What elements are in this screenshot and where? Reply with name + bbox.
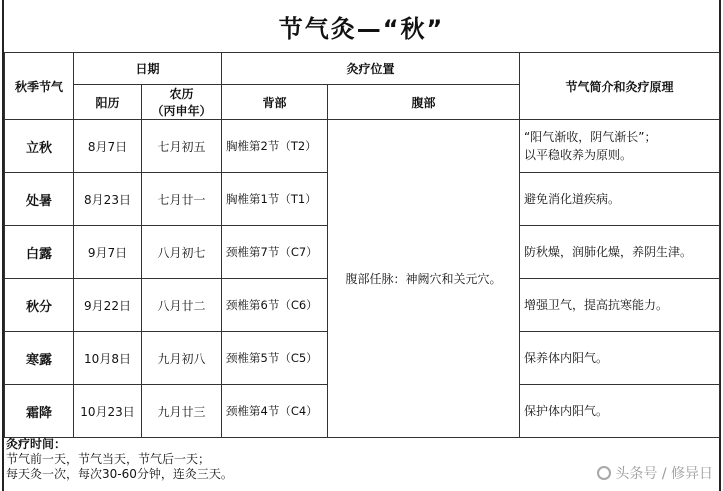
header-abdomen: 腹部 [328,85,520,120]
header-intro: 节气简介和灸疗原理 [520,53,720,120]
lunar-cell: 八月廿二 [142,279,222,332]
term-cell: 白露 [5,226,74,279]
lunar-cell: 八月初七 [142,226,222,279]
header-season-term: 秋季节气 [5,53,74,120]
intro-line2: 以平稳收养为原则。 [524,148,633,162]
header-lunar-line1: 农历 [169,87,194,101]
lunar-cell: 九月廿三 [142,385,222,438]
lunar-cell: 七月廿一 [142,173,222,226]
solar-cell: 9月22日 [74,279,142,332]
intro-line1: “阳气渐收，阴气渐长”； [524,130,657,144]
intro-cell: 保养体内阳气。 [520,332,720,385]
header-row-1 [5,53,720,85]
back-cell: 颈椎第6节（C6） [222,279,328,332]
term-cell: 处暑 [5,173,74,226]
footer-title: 灸疗时间： [6,437,67,451]
solar-cell: 10月8日 [74,332,142,385]
footer-line1: 节气前一天，节气当天，节气后一天； [6,452,211,466]
page-title: 节气灸—“秋” [4,0,719,53]
back-cell: 颈椎第4节（C4） [222,385,328,438]
watermark [597,463,713,483]
term-cell: 寒露 [5,332,74,385]
solar-term-table [4,52,720,438]
intro-cell [520,120,720,173]
solar-cell: 8月23日 [74,173,142,226]
document-sheet [2,0,721,491]
lunar-cell: 七月初五 [142,120,222,173]
header-date: 日期 [74,53,222,85]
watermark-logo-icon [597,466,611,480]
table-row [5,120,720,173]
watermark-text: 头条号 / 修异日 [615,466,713,482]
intro-cell: 避免消化道疾病。 [520,173,720,226]
term-cell: 秋分 [5,279,74,332]
abdomen-cell: 腹部任脉：神阙穴和关元穴。 [328,120,520,438]
back-cell: 颈椎第5节（C5） [222,332,328,385]
term-cell: 立秋 [5,120,74,173]
solar-cell: 10月23日 [74,385,142,438]
header-position: 灸疗位置 [222,53,520,85]
footer-line2: 每天灸一次，每次30-60分钟，连灸三天。 [6,467,233,481]
back-cell: 颈椎第7节（C7） [222,226,328,279]
header-solar: 阳历 [74,85,142,120]
header-lunar-line2: （丙申年） [151,104,212,118]
solar-cell: 8月7日 [74,120,142,173]
intro-cell: 增强卫气，提高抗寒能力。 [520,279,720,332]
back-cell: 胸椎第2节（T2） [222,120,328,173]
header-back: 背部 [222,85,328,120]
intro-cell: 保护体内阳气。 [520,385,720,438]
solar-cell: 9月7日 [74,226,142,279]
intro-cell: 防秋燥，润肺化燥，养阴生津。 [520,226,720,279]
back-cell: 胸椎第1节（T1） [222,173,328,226]
lunar-cell: 九月初八 [142,332,222,385]
term-cell: 霜降 [5,385,74,438]
header-lunar [142,85,222,120]
